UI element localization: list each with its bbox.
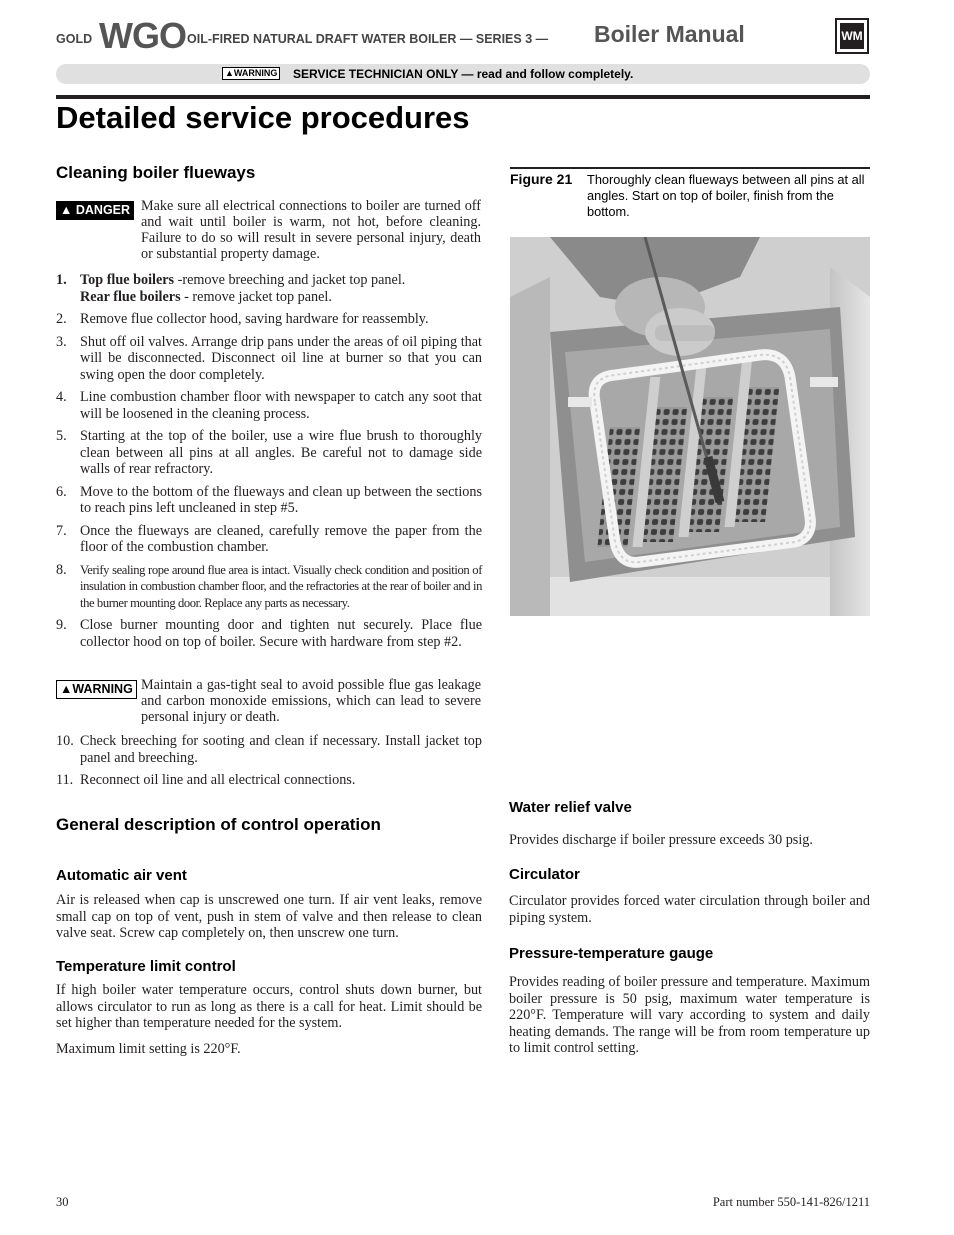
figure-label: Figure 21 — [510, 171, 573, 187]
title-rule — [56, 95, 870, 99]
temp-limit-heading: Temperature limit control — [56, 958, 236, 975]
page-number: 30 — [56, 1195, 69, 1209]
figure-rule — [510, 167, 870, 169]
header-wgo: WGO — [99, 15, 186, 56]
step-9 — [56, 617, 482, 650]
step-4 — [56, 389, 482, 422]
top-flue-label: Top flue boilers — [80, 272, 175, 288]
step-text: Once the flueways are cleaned, carefully remove the paper from the floor of the combustion chamber. — [80, 522, 482, 555]
warning-triangle-icon: ▲ — [60, 682, 73, 696]
rear-flue-label: Rear flue boilers — [80, 288, 181, 305]
step-text: Check breeching for sooting and clean if necessary. Install jacket top panel and breeching. — [80, 733, 482, 766]
step-text: Verify sealing rope around flue area is intact. Visually check condition and position of insulation in combustion chamber floor, and the refractories at the rear of boiler and in the burner mounting door. Replace any parts as necessary. — [80, 562, 482, 610]
flueway-cleaning-photo — [510, 237, 870, 616]
logo-mark: WM — [840, 23, 864, 49]
step-5 — [56, 428, 482, 478]
header-subtitle: OIL-FIRED NATURAL DRAFT WATER BOILER — SERIES 3 — — [187, 32, 549, 46]
part-number: Part number 550-141-826/1211 — [712, 1195, 870, 1209]
step-11 — [56, 772, 482, 789]
air-vent-text: Air is released when cap is unscrewed one turn. If air vent leaks, remove small cap on top of vent, push in stem of valve and then release to clean valve seat. Screw cap completely on, then unscrew one turn. — [56, 892, 482, 941]
header-boiler-manual: Boiler Manual — [594, 21, 745, 47]
gauge-heading: Pressure-temperature gauge — [509, 945, 714, 962]
step-number: 5. — [56, 428, 67, 444]
temp-limit-text: If high boiler water temperature occurs, control shuts down burner, but allows circulator to run as long as there is a call for heat. Limit should be set higher than temperature needed for the system. — [56, 982, 482, 1031]
step-number: 1. — [56, 272, 67, 288]
step-number: 2. — [56, 311, 67, 327]
danger-text: Make sure all electrical connections to boiler are turned off and wait until boiler is warm, not hot, before cleaning. Failure to do so will result in severe personal injury, death or substantial property damage. — [141, 198, 481, 262]
step-text: Reconnect oil line and all electrical connections. — [80, 772, 356, 788]
rear-flue-text: - remove jacket top panel. — [180, 288, 332, 305]
step-number: 4. — [56, 389, 67, 405]
header-gold: GOLD — [56, 32, 93, 46]
cleaning-steps-continued — [56, 733, 482, 789]
circulator-heading: Circulator — [509, 866, 580, 883]
document-header — [56, 15, 816, 58]
boiler-flueways-illustration — [510, 237, 870, 616]
step-number: 7. — [56, 522, 67, 539]
service-technician-banner — [56, 64, 870, 84]
weil-mclain-logo — [835, 18, 869, 54]
circulator-text: Circulator provides forced water circulation through boiler and piping system. — [509, 893, 870, 926]
step-text: Close burner mounting door and tighten nut securely. Place flue collector hood on top of boiler. Secure with hardware from step #2. — [80, 617, 482, 650]
banner-warning-badge: ▲WARNING — [222, 67, 280, 80]
step-number: 10. — [56, 733, 74, 749]
danger-triangle-icon: ▲ — [60, 203, 73, 217]
step-6 — [56, 484, 482, 517]
relief-valve-heading: Water relief valve — [509, 799, 632, 816]
step-number: 3. — [56, 333, 67, 350]
step-text: Shut off oil valves. Arrange drip pans under the areas of oil piping that will be disconnected. Disconnect oil line at burner so that you can swing open the door completely. — [80, 333, 482, 383]
warning-triangle-icon: ▲ — [225, 68, 234, 78]
relief-valve-text: Provides discharge if boiler pressure exceeds 30 psig. — [509, 832, 813, 848]
air-vent-heading: Automatic air vent — [56, 867, 187, 884]
step-number: 11. — [56, 772, 74, 788]
gauge-text: Provides reading of boiler pressure and temperature. Maximum boiler pressure is 50 psig, maximum water temperature is 220°F. Temperature will vary according to system and daily heating demands. The range will be from room temperature up to limit control setting. — [509, 974, 870, 1056]
step-number: 9. — [56, 617, 67, 633]
warning-badge: ▲WARNING — [56, 680, 137, 699]
max-limit-text: Maximum limit setting is 220°F. — [56, 1041, 241, 1057]
step-text: Remove flue collector hood, saving hardware for reassembly. — [80, 311, 429, 327]
step-number: 6. — [56, 483, 67, 500]
banner-text: SERVICE TECHNICIAN ONLY — read and follow completely. — [293, 67, 634, 81]
cleaning-steps — [56, 272, 482, 650]
step-number: 8. — [56, 561, 67, 578]
step-10 — [56, 733, 482, 766]
step-text: Starting at the top of the boiler, use a wire flue brush to thoroughly clean between all pins at all angles. Be careful not to damage side walls of rear refractory. — [80, 428, 482, 477]
step-1 — [56, 272, 482, 305]
warning-notice — [56, 677, 482, 727]
figure-caption: Thoroughly clean flueways between all pins at all angles. Start on top of boiler, finish from the bottom. — [587, 172, 865, 219]
control-heading: General description of control operation — [56, 815, 381, 834]
step-text: Move to the bottom of the flueways and clean up between the sections to reach pins left uncleaned in step #5. — [80, 483, 482, 516]
step-text: Line combustion chamber floor with newspaper to catch any soot that will be loosened in the cleaning process. — [80, 389, 482, 422]
warning-text: Maintain a gas-tight seal to avoid possible flue gas leakage and carbon monoxide emissions, which can lead to severe personal injury or death. — [141, 677, 481, 725]
cleaning-heading: Cleaning boiler flueways — [56, 163, 256, 182]
top-flue-text: -remove breeching and jacket top panel. — [174, 272, 406, 288]
step-2 — [56, 311, 482, 328]
danger-notice — [56, 198, 482, 266]
step-7 — [56, 523, 482, 556]
danger-badge: ▲ DANGER — [56, 201, 134, 220]
step-3 — [56, 334, 482, 384]
page-title: Detailed service procedures — [56, 100, 470, 135]
step-8 — [56, 562, 482, 612]
